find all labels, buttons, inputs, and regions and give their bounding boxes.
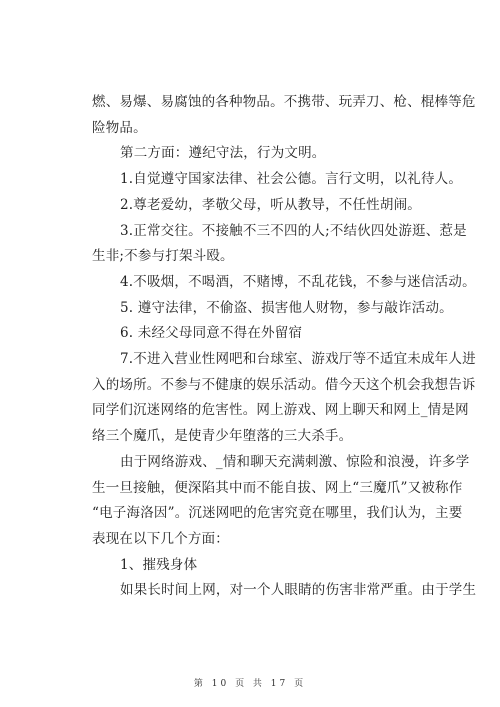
paragraph-start: 如果长时间上网，对一个人眼睛的伤害非常严重。由于学生 [120, 582, 477, 599]
paragraph-continuation: “电子海洛因”。沉迷网吧的危害究竟在哪里，我们认为，主要 [92, 505, 463, 522]
document-body [92, 90, 477, 604]
list-item: 3.正常交往。不接触不三不四的人;不结伙四处游逛、惹是 [120, 222, 467, 239]
list-item-continuation: 入的场所。不参与不健康的娱乐活动。借今天这个机会我想告诉 [92, 376, 476, 393]
list-item: 5. 遵守法律，不偷盗、损害他人财物，参与敲诈活动。 [120, 299, 453, 316]
text-line: 险物品。 [92, 119, 147, 136]
section-heading: 第二方面：遵纪守法，行为文明。 [120, 145, 326, 162]
paragraph-start: 由于网络游戏、_情和聊天充满刺激、惊险和浪漫，许多学 [120, 453, 470, 470]
paragraph-continuation: 生一旦接触，便深陷其中而不能自拔、网上“三魔爪”又被称作 [92, 479, 463, 496]
list-item: 6. 未经父母同意不得在外留宿 [120, 325, 303, 342]
list-item: 2.尊老爱幼，孝敬父母，听从教导，不任性胡闹。 [120, 196, 421, 213]
list-item-continuation: 生非;不参与打架斗殴。 [92, 248, 234, 265]
paragraph-continuation: 表现在以下几个方面： [92, 530, 229, 547]
list-item-continuation: 络三个魔爪，是使青少年堕落的三大杀手。 [92, 428, 353, 445]
list-item: 7.不进入营业性网吧和台球室、游戏厅等不适宜未成年人进 [120, 351, 476, 368]
list-item: 1.自觉遵守国家法律、社会公德。言行文明，以礼待人。 [120, 171, 463, 188]
text-line-continuation: 燃、易爆、易腐蚀的各种物品。不携带、玩弄刀、枪、棍棒等危 [92, 94, 476, 110]
subsection-heading: 1、摧残身体 [120, 556, 198, 573]
list-item: 4.不吸烟，不喝酒，不赌博，不乱花钱，不参与迷信活动。 [120, 273, 476, 290]
list-item-continuation: 同学们沉迷网络的危害性。网上游戏、网上聊天和网上_情是网 [92, 402, 469, 419]
page-number-footer: 第 10 页 共 17 页 [193, 679, 307, 689]
